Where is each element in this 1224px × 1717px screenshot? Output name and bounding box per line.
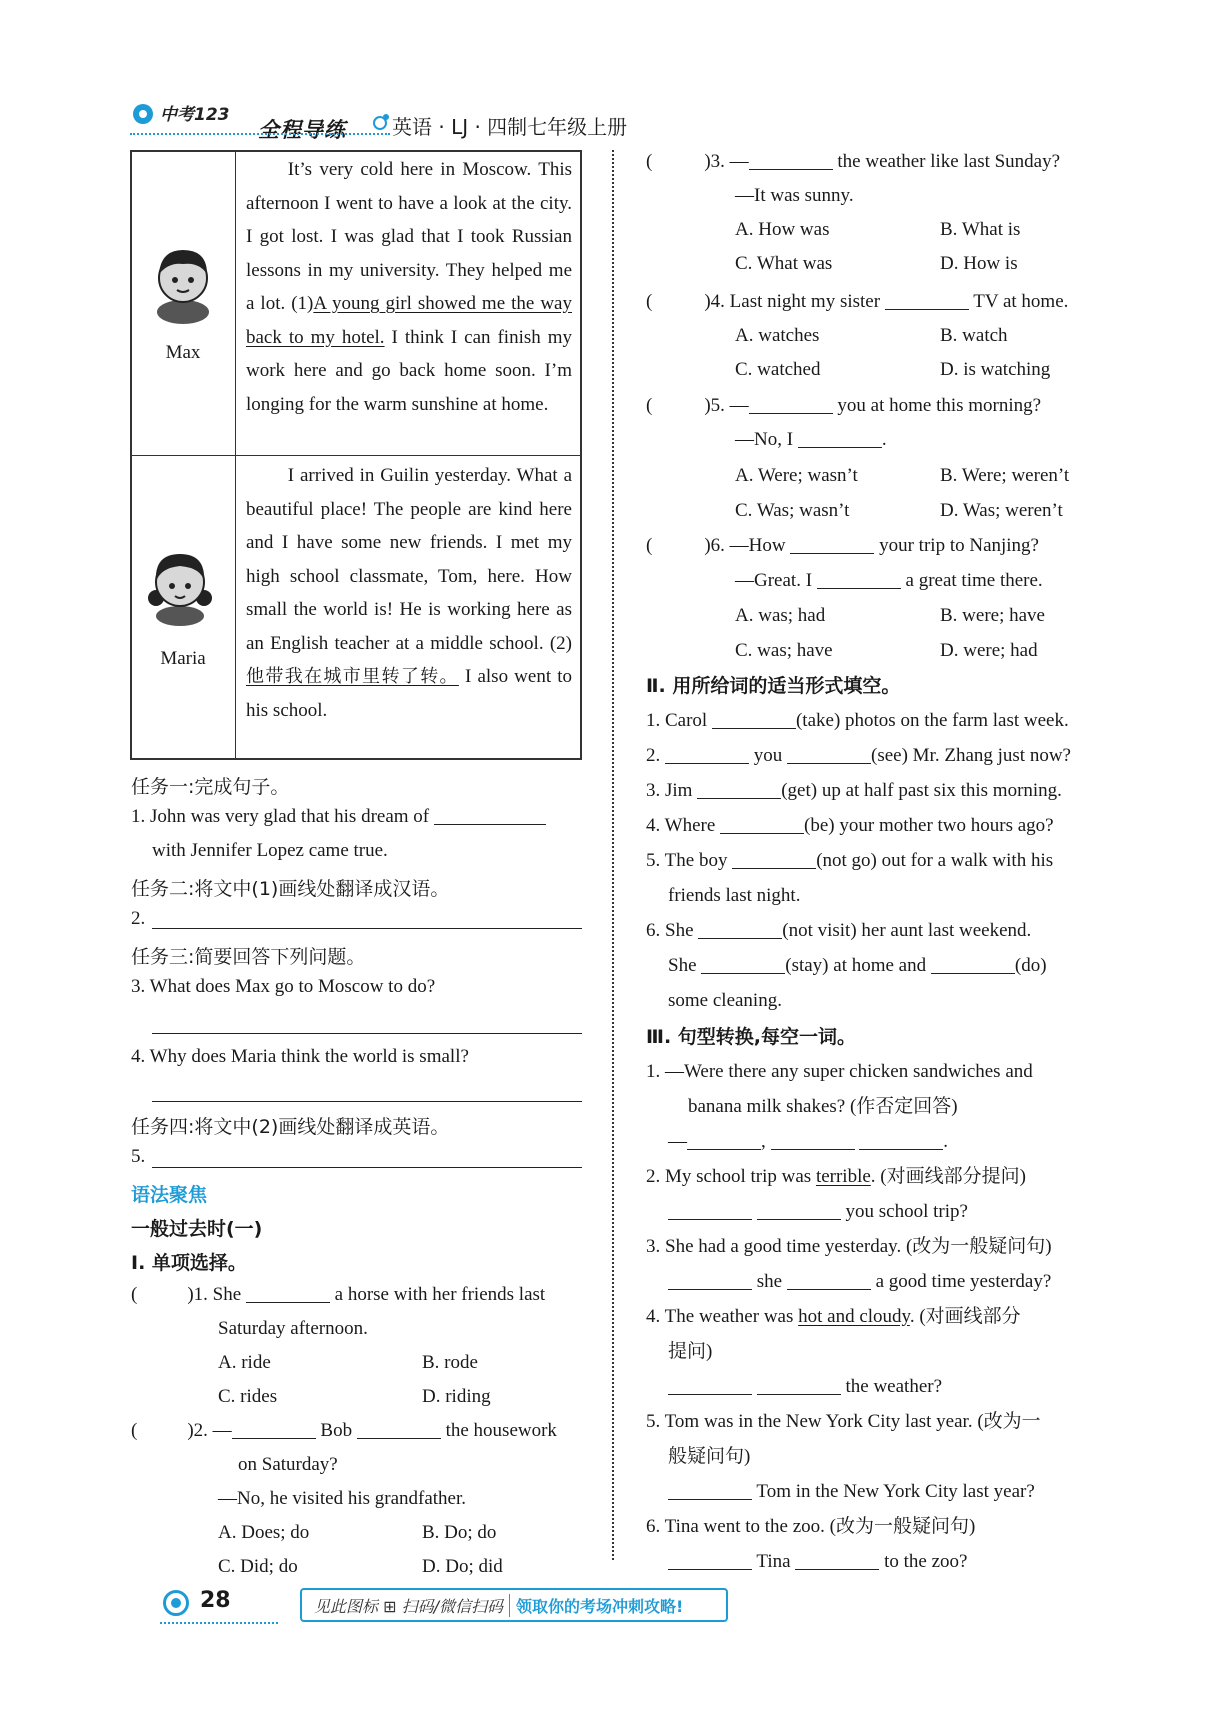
- answer-blank[interactable]: [749, 149, 833, 170]
- underlined-word: terrible: [815, 1166, 871, 1187]
- option-b[interactable]: B. Do; do: [422, 1522, 497, 1543]
- footer-dotted-line: [160, 1622, 278, 1624]
- passage-text: I also went to his school.: [246, 666, 572, 721]
- answer-blank[interactable]: [859, 1129, 943, 1150]
- q-text: 2. My school trip was: [646, 1166, 812, 1187]
- answer-blank[interactable]: [817, 568, 901, 589]
- q-text: )2. —: [187, 1420, 232, 1441]
- q-text: the weather like last Sunday?: [837, 151, 1061, 172]
- q-text: )4. Last night my sister: [704, 291, 881, 312]
- series-brand: 全程导练: [258, 118, 346, 142]
- section2-title: Ⅱ. 用所给词的适当形式填空。: [646, 675, 901, 697]
- banner-highlight: 领取你的考场冲刺攻略!: [509, 1594, 683, 1617]
- mc-q6: [646, 529, 1039, 563]
- header-dotted-line: [130, 133, 390, 135]
- paren: (: [646, 151, 653, 172]
- q-text: )5. —: [704, 395, 749, 416]
- transform-q5-answer: [668, 1475, 1035, 1509]
- q-text: she: [756, 1271, 783, 1292]
- fill-q5-cont: friends last night.: [668, 885, 801, 906]
- option-d[interactable]: D. were; had: [940, 640, 1038, 661]
- answer-blank[interactable]: [697, 778, 781, 799]
- option-c[interactable]: C. watched: [735, 359, 821, 380]
- q-text: Tina: [756, 1551, 791, 1572]
- option-c[interactable]: C. Did; do: [218, 1556, 298, 1577]
- q-text: 2.: [646, 745, 661, 766]
- fill-q6-cont: [668, 949, 1047, 983]
- q-text: —Great. I: [735, 570, 813, 591]
- maria-passage: [246, 459, 572, 727]
- answer-blank[interactable]: [687, 1129, 761, 1150]
- q-text: 3. Jim: [646, 780, 693, 801]
- fill-q4: [646, 809, 1054, 843]
- option-d[interactable]: D. How is: [940, 253, 1018, 274]
- task4-title: 任务四:将文中(2)画线处翻译成英语。: [131, 1116, 450, 1138]
- logo-mark-icon: [133, 104, 153, 124]
- option-a[interactable]: A. watches: [735, 325, 820, 346]
- option-b[interactable]: B. Were; weren’t: [940, 465, 1070, 486]
- task2-title: 任务二:将文中(1)画线处翻译成汉语。: [131, 878, 450, 900]
- fill-q2: [646, 739, 1071, 773]
- q-text: (not go) out for a walk with his: [816, 850, 1054, 871]
- q-text: your trip to Nanjing?: [879, 535, 1039, 556]
- q-text: (get) up at half past six this morning.: [781, 780, 1062, 801]
- answer-blank[interactable]: [701, 953, 785, 974]
- paren: (: [646, 291, 653, 312]
- option-d[interactable]: D. riding: [422, 1386, 491, 1407]
- transform-q6-answer: [668, 1545, 967, 1579]
- transform-q5-cont: 般疑问句): [668, 1446, 751, 1467]
- answer-blank[interactable]: [668, 1199, 752, 1220]
- page-circle-icon: [163, 1590, 189, 1616]
- answer-blank[interactable]: [668, 1269, 752, 1290]
- fill-q1: [646, 704, 1069, 738]
- fill-q6: [646, 914, 1031, 948]
- option-a[interactable]: A. How was: [735, 219, 830, 240]
- mc-q3: [646, 145, 1060, 179]
- mc-q5: [646, 389, 1041, 423]
- q-text: the housework: [445, 1420, 557, 1441]
- q-text: a great time there.: [905, 570, 1043, 591]
- answer-blank[interactable]: [732, 848, 816, 869]
- q-text: TV at home.: [973, 291, 1069, 312]
- answer-line[interactable]: [152, 928, 582, 929]
- transform-q2-answer: [668, 1195, 968, 1229]
- q-text: a horse with her friends last: [334, 1284, 546, 1305]
- underlined-word: hot and cloudy: [798, 1306, 910, 1327]
- answer-blank[interactable]: [698, 918, 782, 939]
- q-text: Tom in the New York City last year?: [756, 1481, 1035, 1502]
- mc-q2: [131, 1414, 557, 1448]
- q-text: She: [668, 955, 697, 976]
- max-passage: [246, 153, 572, 421]
- answer-line[interactable]: [152, 1101, 582, 1102]
- option-a[interactable]: A. Does; do: [218, 1522, 310, 1543]
- paren: (: [646, 535, 653, 556]
- table-divider: [130, 455, 582, 456]
- q-text: 6. She: [646, 920, 694, 941]
- q-text: . (对画线部分: [909, 1306, 1021, 1327]
- section3-title: Ⅲ. 句型转换,每空一词。: [646, 1026, 857, 1048]
- qr-promo-banner[interactable]: [300, 1588, 728, 1622]
- q-text: 4. Where: [646, 815, 716, 836]
- option-d[interactable]: D. is watching: [940, 359, 1051, 380]
- answer-blank[interactable]: [434, 804, 546, 825]
- task1-q1: [131, 800, 546, 834]
- option-c[interactable]: C. Was; wasn’t: [735, 500, 850, 521]
- option-b[interactable]: B. What is: [940, 219, 1021, 240]
- task3-q3: 3. What does Max go to Moscow to do?: [131, 976, 436, 997]
- grammar-focus-heading: 语法聚焦: [131, 1184, 208, 1206]
- q-text: 1. Carol: [646, 710, 708, 731]
- fill-q5: [646, 844, 1053, 878]
- answer-blank[interactable]: [771, 1129, 855, 1150]
- q-text: you at home this morning?: [837, 395, 1042, 416]
- q-text: (not visit) her aunt last weekend.: [782, 920, 1032, 941]
- q-text: )3. —: [704, 151, 749, 172]
- q-text: you: [753, 745, 783, 766]
- q-text: (see) Mr. Zhang just now?: [871, 745, 1071, 766]
- answer-blank[interactable]: [246, 1282, 330, 1303]
- mc-q2-cont: —No, he visited his grandfather.: [218, 1488, 467, 1509]
- task3-title: 任务三:简要回答下列问题。: [131, 946, 366, 968]
- transform-q4-answer: [668, 1370, 942, 1404]
- answer-blank[interactable]: [798, 427, 882, 448]
- page-number: 28: [200, 1588, 231, 1613]
- q-text: )6. —How: [704, 535, 786, 556]
- answer-blank[interactable]: [787, 1269, 871, 1290]
- option-c[interactable]: C. What was: [735, 253, 833, 274]
- transform-q1-answer: — , .: [668, 1131, 948, 1152]
- option-b[interactable]: B. were; have: [940, 605, 1045, 626]
- logo-text: 中考123: [160, 105, 230, 125]
- fill-q3: [646, 774, 1062, 808]
- transform-q4: [646, 1300, 1021, 1334]
- q-text: .: [881, 429, 887, 450]
- q-text: 1. John was very glad that his dream of: [131, 806, 430, 827]
- fill-q6-cont: some cleaning.: [668, 990, 782, 1011]
- transform-q3: 3. She had a good time yesterday. (改为一般疑问句): [646, 1236, 1052, 1257]
- option-a[interactable]: A. was; had: [735, 605, 826, 626]
- answer-blank[interactable]: [357, 1418, 441, 1439]
- mc-q5-cont: [735, 423, 887, 457]
- max-avatar: [149, 240, 217, 324]
- answer-line[interactable]: [152, 1033, 582, 1034]
- answer-line[interactable]: [152, 1167, 582, 1168]
- q-text: 5. The boy: [646, 850, 728, 871]
- mc-q6-cont: [735, 564, 1043, 598]
- answer-blank[interactable]: [668, 1479, 752, 1500]
- answer-blank[interactable]: [795, 1549, 879, 1570]
- paren: (: [646, 395, 653, 416]
- option-d[interactable]: D. Was; weren’t: [940, 500, 1063, 521]
- task3-q4: 4. Why does Maria think the world is small?: [131, 1046, 469, 1067]
- answer-blank[interactable]: [668, 1549, 752, 1570]
- task1-q1-cont: with Jennifer Lopez came true.: [152, 840, 388, 861]
- transform-q3-answer: [668, 1265, 1051, 1299]
- task1-title: 任务一:完成句子。: [131, 776, 290, 798]
- mc-q1: [131, 1278, 545, 1312]
- q-text: —: [668, 1131, 687, 1152]
- answer-blank[interactable]: [757, 1199, 841, 1220]
- answer-blank[interactable]: [720, 813, 804, 834]
- transform-q4-cont: 提问): [668, 1341, 713, 1362]
- transform-q1: 1. —Were there any super chicken sandwiches and: [646, 1061, 1033, 1082]
- q-text: to the zoo?: [884, 1551, 968, 1572]
- brand-dot-icon: [372, 113, 390, 131]
- q-text: (be) your mother two hours ago?: [804, 815, 1054, 836]
- q-text: —No, I: [735, 429, 794, 450]
- option-c[interactable]: C. was; have: [735, 640, 833, 661]
- passage-text: I think I can finish my work here and go back home soon. I’m longing for the warm sunshine at home.: [246, 326, 572, 415]
- section1-title: Ⅰ. 单项选择。: [131, 1252, 247, 1274]
- transform-q6: 6. Tina went to the zoo. (改为一般疑问句): [646, 1516, 976, 1537]
- option-b[interactable]: B. rode: [422, 1352, 478, 1373]
- answer-blank[interactable]: [790, 533, 874, 554]
- column-divider: [612, 150, 614, 1560]
- task4-q: 5.: [131, 1146, 146, 1167]
- mc-q3-cont: —It was sunny.: [735, 185, 854, 206]
- q-text: (stay) at home and: [785, 955, 927, 976]
- answer-blank[interactable]: [787, 743, 871, 764]
- answer-blank[interactable]: [931, 953, 1015, 974]
- underlined-sentence-2: 他带我在城市里转了转。: [246, 666, 459, 687]
- option-a[interactable]: A. Were; wasn’t: [735, 465, 858, 486]
- q-text: )1. She: [187, 1284, 242, 1305]
- maria-name: Maria: [160, 648, 206, 669]
- transform-q2: [646, 1160, 1026, 1194]
- answer-blank[interactable]: [232, 1418, 316, 1439]
- answer-blank[interactable]: [665, 743, 749, 764]
- q-text: the weather?: [845, 1376, 943, 1397]
- q-text: . (对画线部分提问): [870, 1166, 1026, 1187]
- max-name: Max: [165, 342, 201, 363]
- option-b[interactable]: B. watch: [940, 325, 1008, 346]
- transform-q5: 5. Tom was in the New York City last year. (改为一: [646, 1411, 1041, 1432]
- underlined-sentence-1: A young girl showed me the way back to my hotel.: [246, 293, 572, 348]
- paren: (: [131, 1420, 138, 1441]
- mc-q4: [646, 285, 1068, 319]
- mc-q1-cont: Saturday afternoon.: [218, 1318, 368, 1339]
- option-c[interactable]: C. rides: [218, 1386, 278, 1407]
- q-text: (take) photos on the farm last week.: [795, 710, 1069, 731]
- mc-q2-cont: on Saturday?: [238, 1454, 338, 1475]
- q-text: you school trip?: [845, 1201, 968, 1222]
- q-text: a good time yesterday?: [875, 1271, 1052, 1292]
- task2-q: 2.: [131, 908, 146, 929]
- transform-q1-cont: banana milk shakes? (作否定回答): [688, 1096, 958, 1117]
- passage-text: It’s very cold here in Moscow. This afternoon I went to have a look at the city. I got lost. I was glad that I took Russian lessons in my university. They helped me a lot. (1): [246, 159, 572, 314]
- maria-avatar: [146, 542, 214, 626]
- option-a[interactable]: A. ride: [218, 1352, 271, 1373]
- option-d[interactable]: D. Do; did: [422, 1556, 503, 1577]
- answer-blank[interactable]: [749, 393, 833, 414]
- book-title: 英语 · LJ · 四制七年级上册: [392, 115, 628, 139]
- q-text: Bob: [320, 1420, 353, 1441]
- answer-blank[interactable]: [712, 708, 796, 729]
- answer-blank[interactable]: [668, 1374, 752, 1395]
- q-text: (do): [1014, 955, 1047, 976]
- answer-blank[interactable]: [757, 1374, 841, 1395]
- answer-blank[interactable]: [885, 289, 969, 310]
- banner-text: 见此图标 ⊞ 扫码/微信扫码: [314, 1596, 503, 1616]
- grammar-topic: 一般过去时(一): [131, 1218, 263, 1240]
- passage-text: I arrived in Guilin yesterday. What a beautiful place! The people are kind here and I have some new friends. I met my high school classmate, Tom, here. How small the world is! He is working here as an English teacher at a middle school. (2): [246, 465, 572, 654]
- paren: (: [131, 1284, 138, 1305]
- q-text: 4. The weather was: [646, 1306, 794, 1327]
